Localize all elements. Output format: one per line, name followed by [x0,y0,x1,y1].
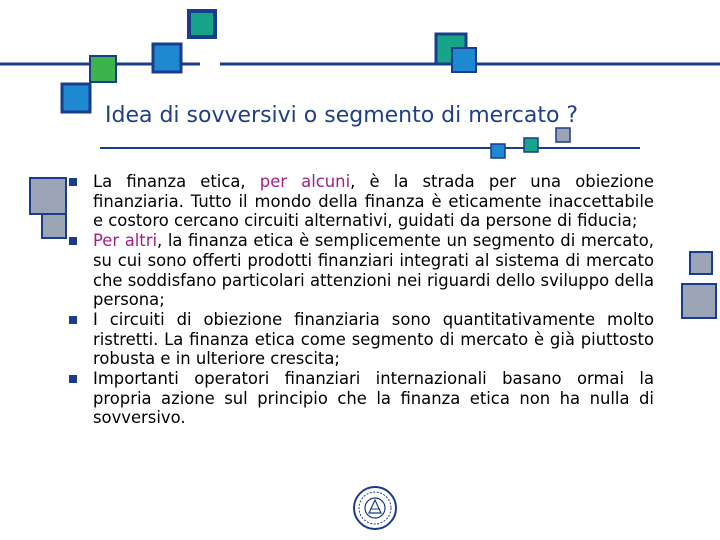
slide-title: Idea di sovversivi o segmento di mercato ? [105,103,579,128]
square-bullet-icon [69,375,77,383]
deco-square [491,144,505,158]
bullet-text: , è la strada per una obiezione finanziaria. Tutto il mondo della finanza è eticamente inaccettabile e costoro cercano circuiti alternativi, guidati da persone di fiducia; [93,172,654,231]
deco-square [153,44,181,72]
deco-square [452,48,476,72]
deco-square [90,56,116,82]
deco-square [191,13,213,35]
deco-square [42,214,66,238]
highlighted-text: per alcuni [259,172,351,191]
deco-square [682,284,716,318]
highlighted-text: Per altri [93,231,158,251]
bullet-item [66,310,654,369]
deco-square [30,178,66,214]
bullet-item [66,231,654,310]
square-bullet-icon [69,316,77,324]
deco-square [690,252,712,274]
deco-square [556,128,570,142]
bullet-text: La finanza etica, [93,172,260,191]
university-seal-icon [352,485,398,531]
square-bullet-icon [69,237,77,245]
bullet-list [66,172,654,428]
deco-square [62,84,90,112]
deco-square [524,138,538,152]
bullet-text: I circuiti di obiezione finanziaria sono quantitativamente molto ristretti. La finanza etica come segmento di mercato è già piuttosto robusta e in ulteriore crescita; [93,309,654,369]
bullet-item [66,172,654,231]
bullet-text: Importanti operatori finanziari internazionali basano ormai la propria azione sul principio che la finanza etica non ha nulla di sovversivo. [93,369,654,428]
square-bullet-icon [69,178,77,186]
bullet-text: , la finanza etica è semplicemente un segmento di mercato, su cui sono offerti prodotti finanziari integrati al sistema di mercato che soddisfano particolari attenzioni nei riguardi dello sviluppo della persona; [93,231,654,310]
bullet-item [66,369,654,428]
